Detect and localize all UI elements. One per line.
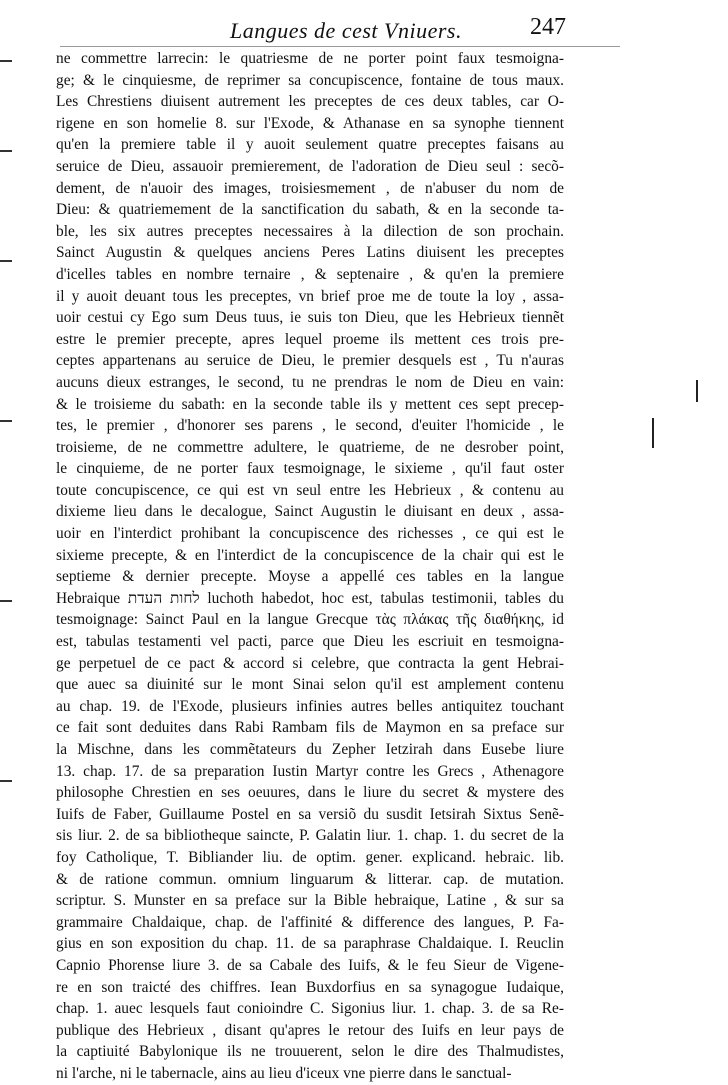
gutter-mark bbox=[0, 260, 12, 262]
text-line: Hebraique לחות העדת luchoth habedot, hoc est, tabulas testimonii, tables du bbox=[56, 589, 564, 607]
text-line: ceptes appartenans au seruice de Dieu, le premier desquels est , Tu n'auras bbox=[56, 352, 564, 370]
text-line: toute concupiscence, ce qui est vn seul entre les Hebrieux , & contenu au bbox=[56, 481, 564, 499]
running-title: Langues de cest Vniuers. bbox=[230, 18, 462, 43]
text-line: ge perpetuel de ce pact & accord si celebre, que contracta la gent Hebrai- bbox=[56, 654, 564, 672]
text-line: le cinquieme, de ne porter faux tesmoignage, le sixieme , qu'il faut oster bbox=[56, 460, 564, 478]
text-line: septieme & dernier precepte. Moyse a appellé ces tables en la langue bbox=[56, 568, 564, 586]
text-line: Dieu: & quatriemement de la sanctification du sabath, & en la seconde ta- bbox=[56, 201, 564, 219]
text-line: Iuifs de Faber, Guillaume Postel en sa versiõ du susdit Ietsirah Sixtus Senẽ- bbox=[56, 805, 564, 823]
text-line: chap. 1. auec lesquels faut conioindre C. Sigonius liur. 1. chap. 3. de sa Re- bbox=[56, 1000, 564, 1018]
text-line: dixieme lieu dans le decalogue, Sainct Augustin le diuisant en deux , assa- bbox=[56, 503, 564, 521]
text-line: & le troisieme du sabath: en la seconde table ils y mettent ces sept precep- bbox=[56, 395, 564, 413]
text-line: au chap. 19. de l'Exode, plusieurs infinies autres belles antiquitez touchant bbox=[56, 697, 564, 715]
text-line: troisieme, de ne commettre adultere, le quatrieme, de ne desrober point, bbox=[56, 438, 564, 456]
text-line: sixieme precepte, & en l'interdict de la concupiscence de la chair qui est le bbox=[56, 546, 564, 564]
text-line: la captiuité Babylonique ils ne trouuerent, selon le dire des Thalmudistes, bbox=[56, 1043, 564, 1061]
text-line: rigene en son homelie 8. sur l'Exode, & Athanase en sa synophe tiennent bbox=[56, 114, 564, 132]
gutter-mark bbox=[0, 420, 12, 422]
text-line: estre le premier precepte, apres lequel proeme ils mettent ces trois pre- bbox=[56, 330, 564, 348]
text-line: Les Chrestiens diuisent autrement les preceptes de ces deux tables, car O- bbox=[56, 93, 564, 111]
text-line: philosophe Chrestien en ses oeuures, dans le liure du secret & mystere des bbox=[56, 784, 564, 802]
text-line: ce fait sont deduites dans Rabi Rambam fils de Maymon en sa preface sur bbox=[56, 719, 564, 737]
body-text bbox=[56, 48, 564, 1085]
text-line: foy Catholique, T. Bibliander liu. de optim. gener. explicand. hebraic. lib. bbox=[56, 848, 564, 866]
text-line: aucuns dieux estranges, le second, tu ne prendras le nom de Dieu en vain: bbox=[56, 373, 564, 391]
gutter-mark bbox=[0, 600, 12, 602]
text-line: Capnio Phorense liure 3. de sa Cabale des Iuifs, & le feu Sieur de Vigene- bbox=[56, 956, 564, 974]
gutter-mark bbox=[0, 780, 12, 782]
text-line: ge; & le cinquiesme, de reprimer sa concupiscence, fontaine de tous maux. bbox=[56, 71, 564, 89]
binding-edge-mark bbox=[696, 380, 698, 402]
text-line: la Mischne, dans les commẽtateurs du Zepher Ietzirah dans Eusebe liure bbox=[56, 741, 564, 758]
text-line: scriptur. S. Munster en sa preface sur la Bible hebraique, Latine , & sur sa bbox=[56, 892, 564, 910]
text-line: uoir cestui cy Ego sum Deus tuus, ie suis ton Dieu, que les Hebrieux tiennẽt bbox=[56, 309, 564, 327]
gutter-mark bbox=[0, 60, 12, 62]
binding-edge-mark bbox=[652, 418, 654, 448]
text-line: Sainct Augustin & quelques anciens Peres Latins diuisent les preceptes bbox=[56, 244, 564, 262]
text-line: seruice de Dieu, assauoir premierement, de l'adoration de Dieu seul : secõ- bbox=[56, 157, 564, 175]
text-line: tes, le premier , d'honorer ses parens , le second, d'euiter l'homicide , le bbox=[56, 417, 564, 435]
text-line: qu'en la premiere table il y auoit seulement quatre preceptes faisans au bbox=[56, 136, 564, 154]
text-line: ni l'arche, ni le tabernacle, ains au lieu d'iceux vne pierre dans le sanctual- bbox=[56, 1064, 512, 1082]
gutter-mark bbox=[0, 150, 12, 152]
text-line: dement, de n'auoir des images, troisiesmement , de n'abuser du nom de bbox=[56, 179, 564, 197]
text-line: que auec sa diuinité sur le mont Sinai selon qu'il est amplement contenu bbox=[56, 676, 564, 694]
text-line: ble, les six autres preceptes necessaires à la dilection de son prochain. bbox=[56, 222, 564, 240]
text-line: d'icelles tables en nombre ternaire , & septenaire , & qu'en la premiere bbox=[56, 265, 564, 283]
text-line: il y auoit deuant tous les preceptes, vn brief proe me de toute la loy , assa- bbox=[56, 287, 564, 305]
text-line: sis liur. 2. de sa bibliotheque saincte, P. Galatin liur. 1. chap. 1. du secret de la bbox=[56, 827, 564, 845]
text-line: uoir en l'interdict prohibant la concupiscence des richesses , ce qui est le bbox=[56, 525, 564, 543]
text-line: & de ratione commun. omnium linguarum & litterar. cap. de mutation. bbox=[56, 870, 564, 888]
text-line: publique des Hebrieux , disant qu'apres le retour des Iuifs en leur pays de bbox=[56, 1021, 564, 1039]
header-rule bbox=[60, 46, 620, 47]
text-line: re en son traicté des chiffres. Iean Buxdorfius en sa synagogue Iudaique, bbox=[56, 978, 564, 996]
page-header bbox=[60, 4, 620, 44]
page-number: 247 bbox=[530, 14, 566, 40]
text-line: est, tabulas testamenti vel pacti, parce que Dieu les escriuit en tesmoigna- bbox=[56, 633, 564, 651]
text-line: grammaire Chaldaique, chap. de l'affinité & difference des langues, P. Fa- bbox=[56, 913, 564, 931]
text-line: ne commettre larrecin: le quatriesme de ne porter point faux tesmoigna- bbox=[56, 50, 564, 67]
text-line: 13. chap. 17. de sa preparation Iustin Martyr contre les Grecs , Athenagore bbox=[56, 762, 564, 780]
text-line: tesmoignage: Sainct Paul en la langue Grecque τὰς πλάκας τῆς διαθήκης, id bbox=[56, 611, 564, 629]
text-line: gius en son exposition du chap. 11. de sa paraphrase Chaldaique. I. Reuclin bbox=[56, 935, 564, 953]
